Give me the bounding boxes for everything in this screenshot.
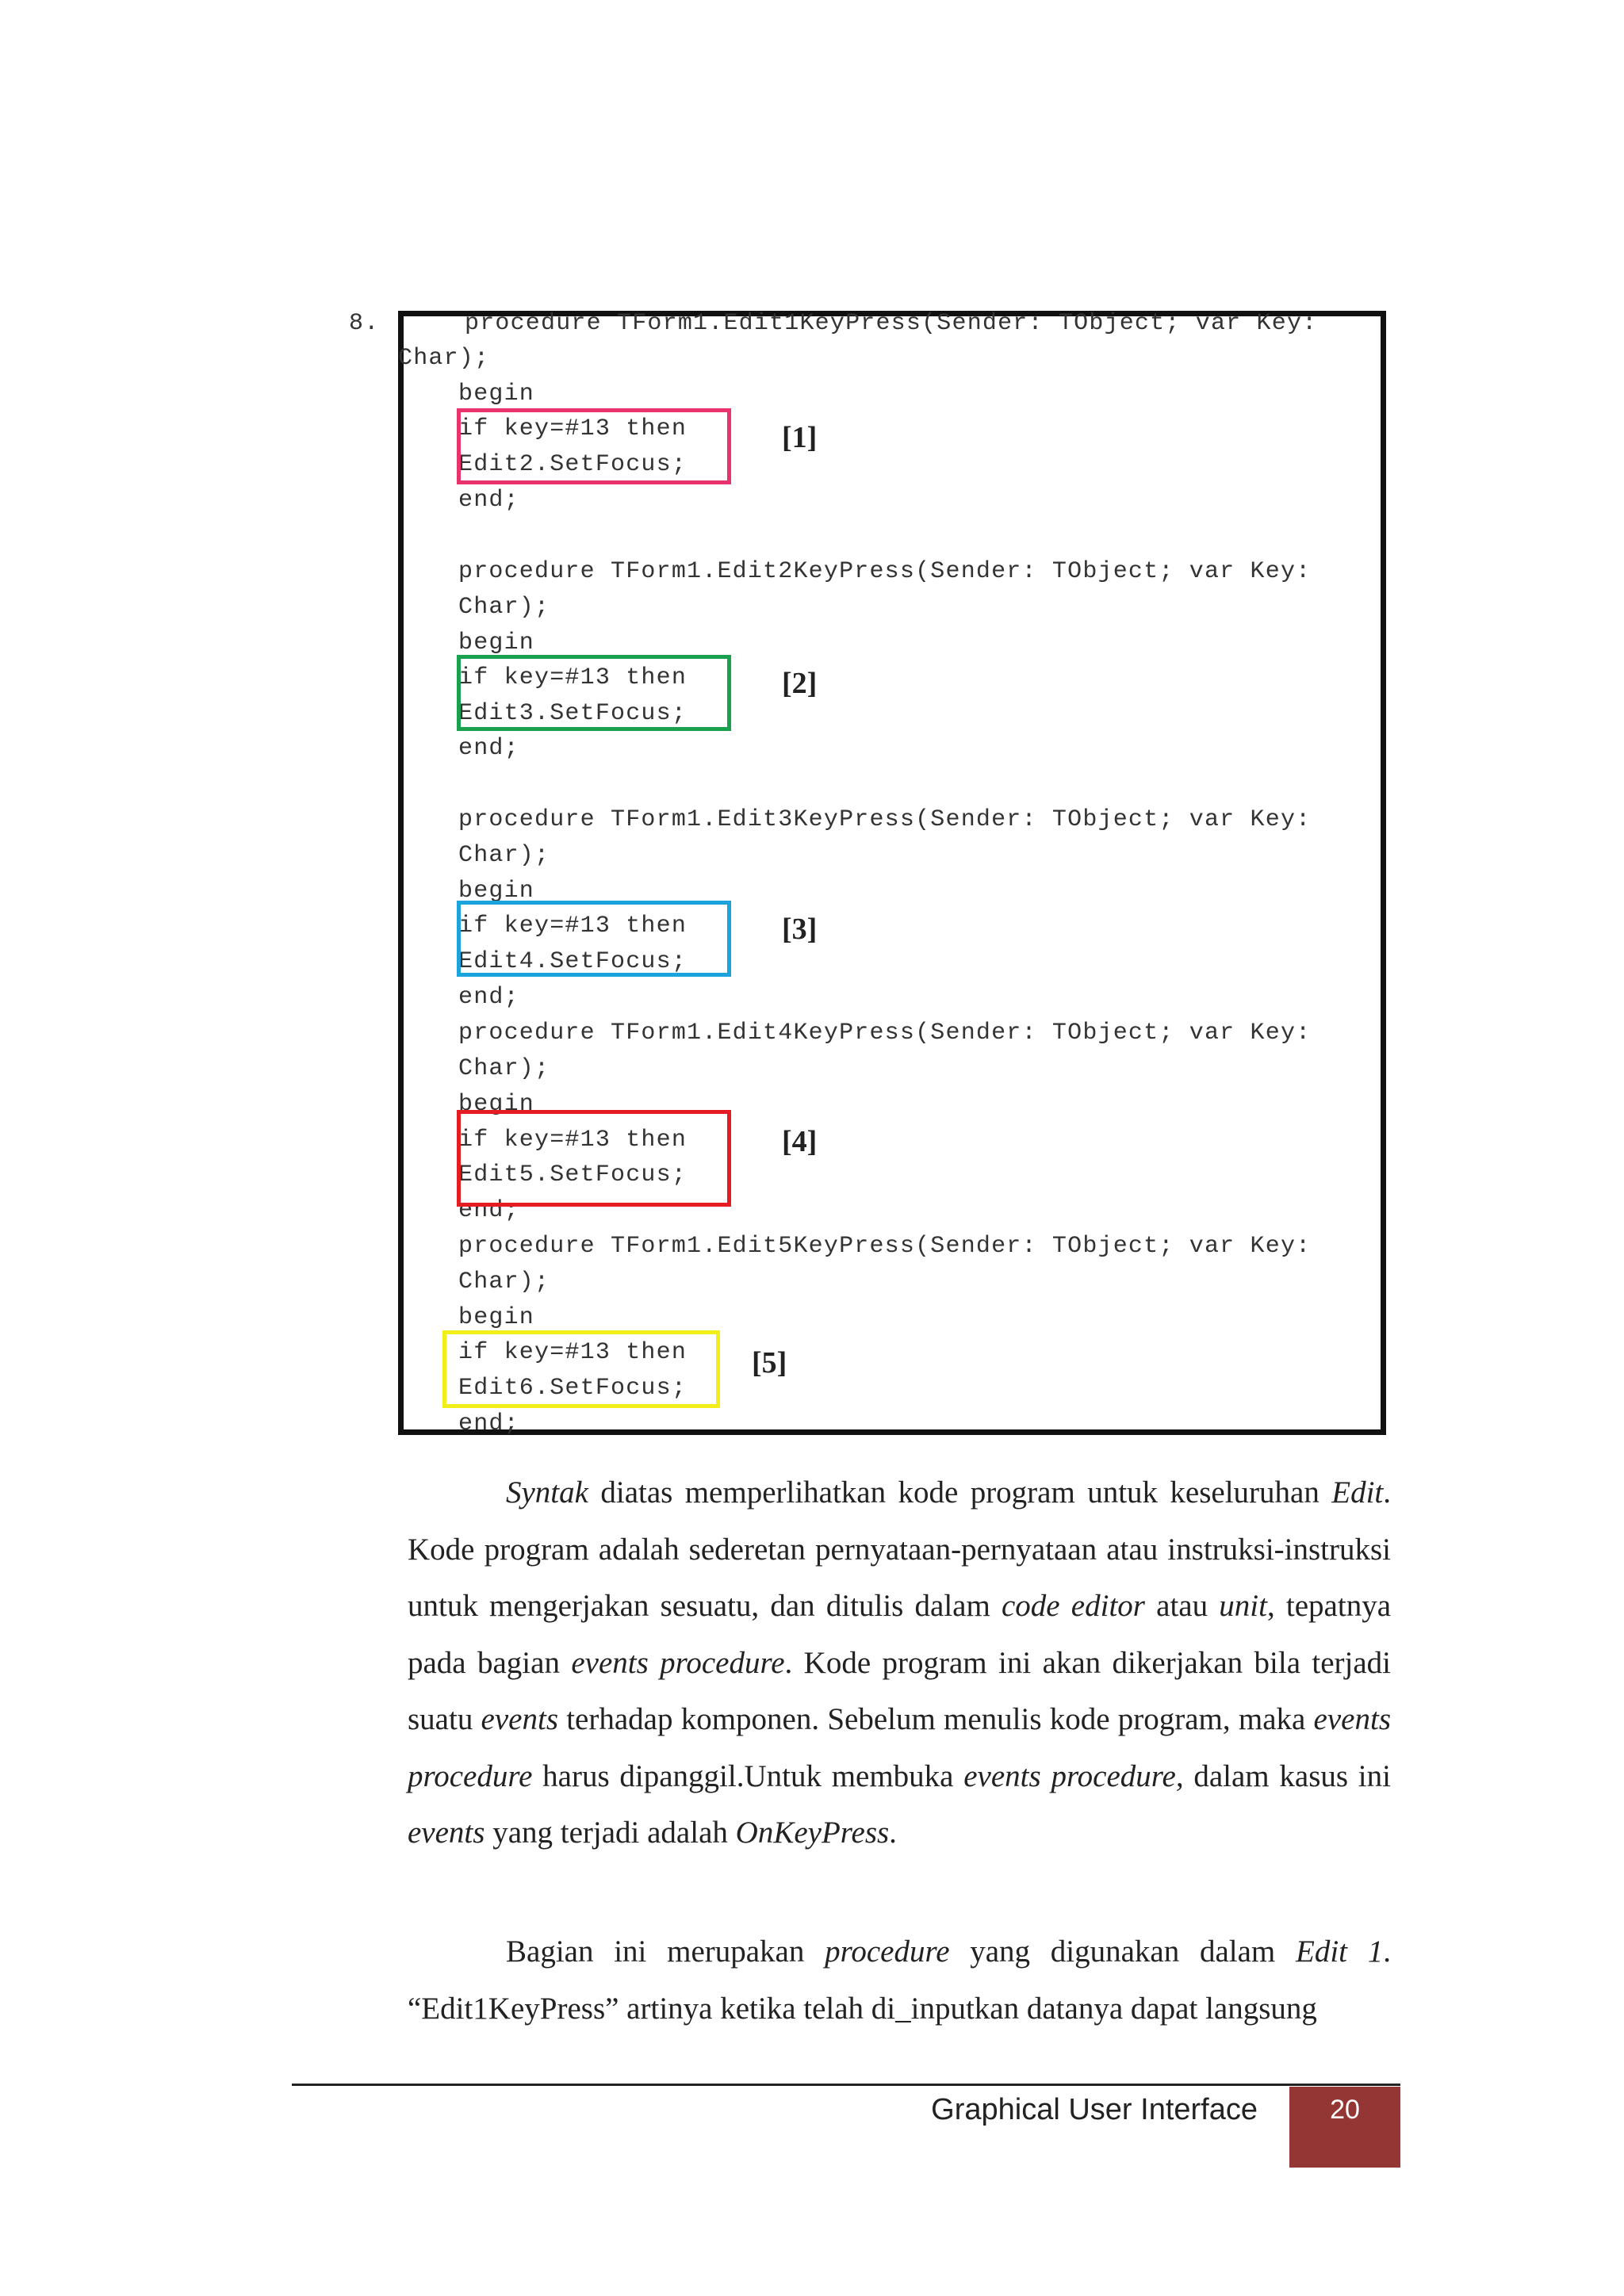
text-run: terhadap komponen. Sebelum menulis kode program, maka: [558, 1702, 1314, 1736]
marker-label: [1]: [782, 421, 818, 454]
code-line: begin: [458, 629, 535, 656]
footer-divider: [292, 2084, 1400, 2086]
body-text: [408, 1464, 1391, 1862]
text-run: yang digunakan dalam: [949, 1934, 1297, 1969]
code-line: begin: [458, 381, 535, 408]
code-line: if key=#13 then: [458, 913, 688, 939]
text-run: , tepatnya pada bagian: [408, 1589, 1391, 1680]
text-run: . Kode program adalah sederetan pernyataan-pernyataan atau instruksi-instruksi untuk mengerjakan sesuatu, dan ditulis dalam: [408, 1475, 1391, 1623]
highlight-box-5: [442, 1330, 720, 1408]
highlight-box-4: [457, 1110, 731, 1207]
italic-run: OnKeyPress: [735, 1816, 890, 1850]
text-run: Bagian ini merupakan: [506, 1934, 825, 1969]
marker-label: [4]: [782, 1125, 818, 1158]
page-number-box: [1289, 2087, 1400, 2168]
text-run: dalam kasus ini: [1183, 1758, 1391, 1793]
code-line: end;: [458, 487, 519, 514]
italic-run: events: [481, 1702, 558, 1736]
code-line: end;: [458, 1197, 519, 1224]
code-line: if key=#13 then: [458, 664, 688, 691]
italic-run: events procedure: [571, 1645, 785, 1680]
italic-run: code editor: [1002, 1589, 1145, 1623]
code-line: Char);: [398, 345, 490, 372]
code-line: procedure TForm1.Edit3KeyPress(Sender: TObject; var Key:: [458, 806, 1312, 833]
footer-title: Graphical User Interface: [931, 2093, 1258, 2126]
code-line: Edit5.SetFocus;: [458, 1161, 688, 1188]
text-run: yang terjadi adalah: [485, 1816, 736, 1850]
code-line: end;: [458, 1410, 519, 1437]
code-line: procedure TForm1.Edit1KeyPress(Sender: TObject; var Key:: [465, 310, 1318, 337]
italic-run: events procedure: [408, 1702, 1391, 1793]
page-number: 20: [1330, 2095, 1360, 2125]
list-item-number: 8.: [349, 310, 380, 337]
marker-label: [2]: [782, 667, 818, 700]
code-line: begin: [458, 1304, 535, 1331]
italic-run: events: [408, 1816, 485, 1850]
code-line: Edit3.SetFocus;: [458, 700, 688, 727]
code-line: end;: [458, 984, 519, 1011]
text-run: atau: [1144, 1589, 1220, 1623]
paragraph: [408, 1464, 1391, 1862]
code-line: if key=#13 then: [458, 1127, 688, 1154]
code-line: Edit4.SetFocus;: [458, 948, 688, 975]
text-run: . Kode program ini akan dikerjakan bila terjadi suatu: [408, 1645, 1391, 1736]
code-line: Edit2.SetFocus;: [458, 451, 688, 478]
italic-run: events procedure,: [963, 1758, 1184, 1793]
code-line: Edit6.SetFocus;: [458, 1375, 688, 1402]
italic-run: Edit 1: [1296, 1934, 1384, 1969]
marker-label: [5]: [752, 1346, 787, 1380]
code-line: begin: [458, 878, 535, 905]
code-line: Char);: [458, 594, 550, 621]
code-line: Char);: [458, 1269, 550, 1295]
italic-run: Edit: [1331, 1475, 1384, 1510]
body-text: [408, 1923, 1391, 2037]
text-run: .: [889, 1816, 897, 1850]
italic-run: procedure: [825, 1934, 950, 1969]
code-line: Char);: [458, 842, 550, 869]
italic-run: Syntak: [506, 1475, 588, 1510]
highlight-box-1: [457, 408, 731, 484]
italic-run: unit: [1219, 1589, 1267, 1623]
code-line: Char);: [458, 1055, 550, 1082]
highlight-box-2: [457, 655, 731, 731]
code-line: if key=#13 then: [458, 415, 688, 442]
text-run: diatas memperlihatkan kode program untuk keseluruhan: [588, 1475, 1332, 1510]
marker-label: [3]: [782, 913, 818, 946]
code-line: begin: [458, 1091, 535, 1118]
text-run: harus dipanggil.Untuk membuka: [532, 1758, 964, 1793]
code-line: procedure TForm1.Edit4KeyPress(Sender: TObject; var Key:: [458, 1020, 1312, 1047]
highlight-box-3: [457, 901, 731, 977]
paragraph: [408, 1923, 1391, 2037]
code-line: end;: [458, 735, 519, 762]
code-line: procedure TForm1.Edit2KeyPress(Sender: TObject; var Key:: [458, 558, 1312, 585]
code-line: procedure TForm1.Edit5KeyPress(Sender: TObject; var Key:: [458, 1233, 1312, 1260]
code-line: if key=#13 then: [458, 1339, 688, 1366]
text-run: . “Edit1KeyPress” artinya ketika telah di_inputkan datanya dapat langsung: [408, 1934, 1391, 2026]
